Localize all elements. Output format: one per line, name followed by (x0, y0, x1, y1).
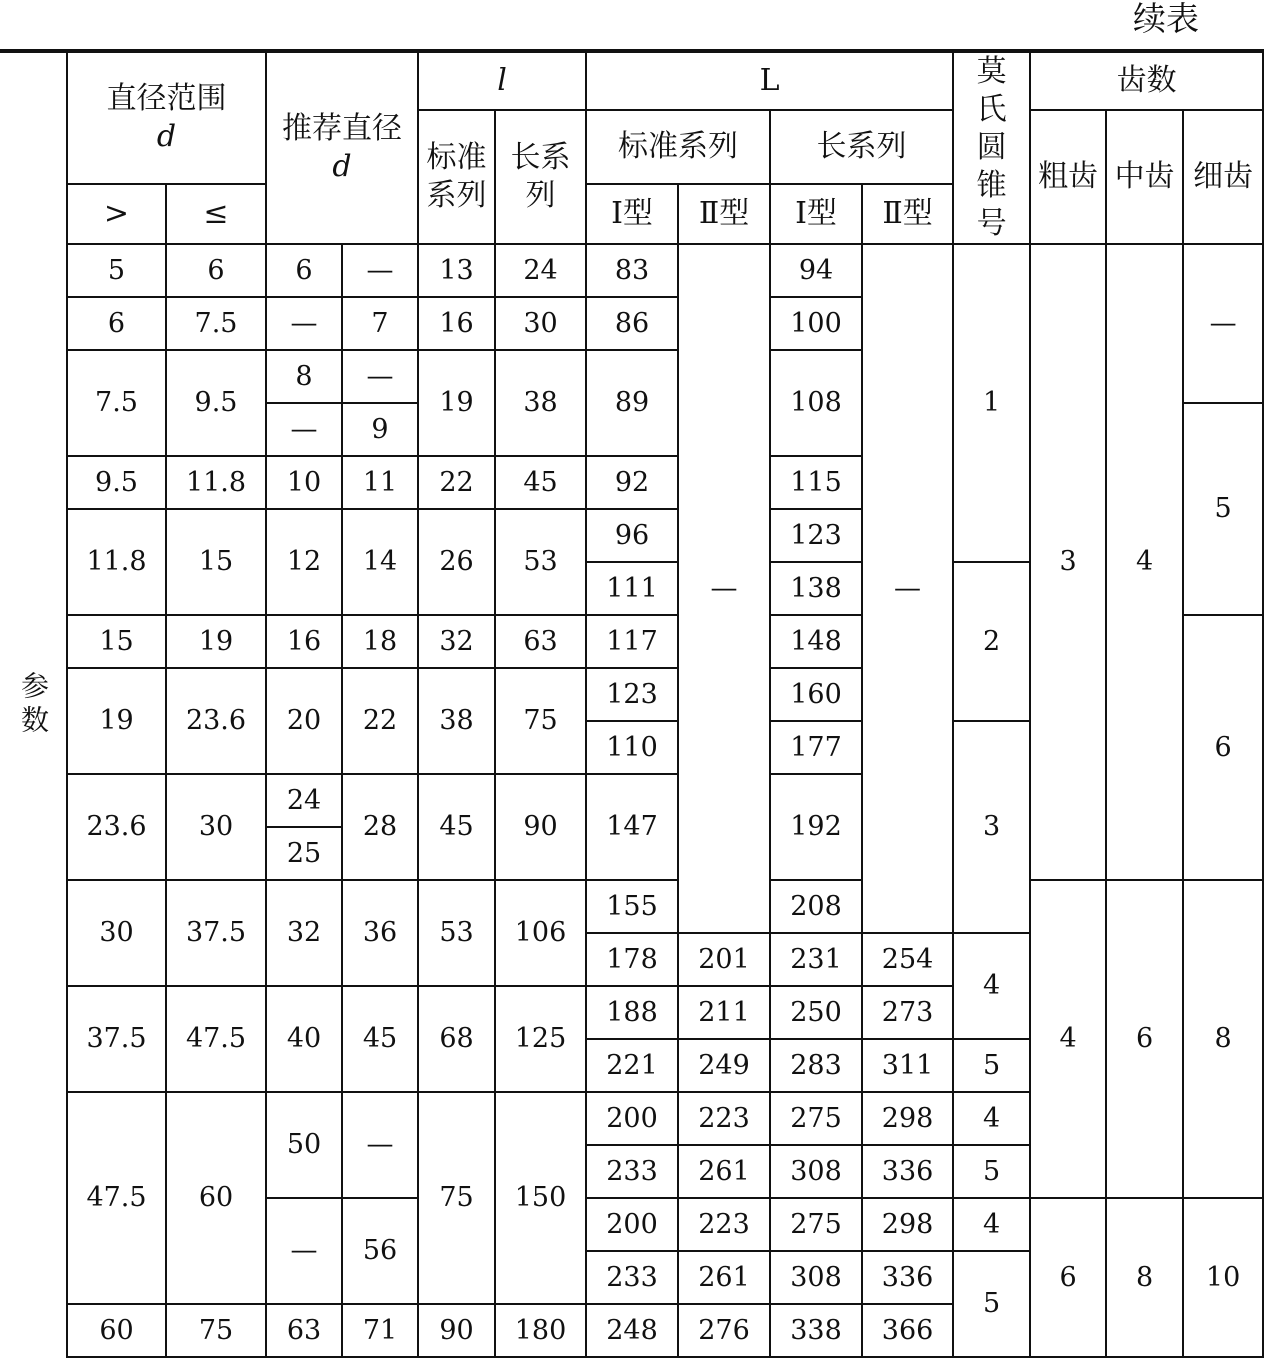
cell-rec2: 56 (342, 1198, 418, 1304)
cell-fine: 5 (1183, 403, 1263, 615)
cell-L-std-t2: 211 (678, 986, 770, 1039)
cell-le: 30 (166, 774, 266, 880)
header-medium: 中齿 (1106, 110, 1183, 244)
cell-L-long-t1: 338 (770, 1304, 862, 1357)
cell-rec1: — (266, 297, 342, 350)
cell-l-std: 38 (418, 668, 495, 774)
cell-L-std-t1: 200 (586, 1092, 678, 1145)
cell-rec1: 63 (266, 1304, 342, 1357)
cell-L-long-t1: 148 (770, 615, 862, 668)
cell-L-long-t1: 108 (770, 350, 862, 456)
cell-morse: 5 (953, 1145, 1030, 1198)
cell-L-std-t1: 92 (586, 456, 678, 509)
cell-L-long-t1: 208 (770, 880, 862, 933)
cell-L-std-t2: 201 (678, 933, 770, 986)
cell-le: 23.6 (166, 668, 266, 774)
cell-rec2: 71 (342, 1304, 418, 1357)
cell-rec1: 6 (266, 244, 342, 297)
cell-L-std-t1: 188 (586, 986, 678, 1039)
cell-L-long-t1: 94 (770, 244, 862, 297)
cell-rec2: 14 (342, 509, 418, 615)
cell-L-std-t2: 223 (678, 1092, 770, 1145)
cell-l-long: 106 (495, 880, 586, 986)
header-L-long-type1: Ⅰ型 (770, 184, 862, 244)
cell-L-std-t1: 221 (586, 1039, 678, 1092)
diameter-range-symbol: d (156, 119, 177, 154)
header-morse-taper: 莫氏圆锥号 (953, 51, 1030, 244)
header-l-standard: 标准系列 (418, 110, 495, 244)
recommended-diameter-label: 推荐直径 (282, 111, 402, 146)
header-l-long: 长系列 (495, 110, 586, 244)
cell-gt: 23.6 (67, 774, 166, 880)
cell-rec1: — (266, 403, 342, 456)
cell-rec2: 28 (342, 774, 418, 880)
cell-L-std-t1: 86 (586, 297, 678, 350)
cell-L-long-t1: 192 (770, 774, 862, 880)
cell-L-std-t1: 96 (586, 509, 678, 562)
cell-gt: 19 (67, 668, 166, 774)
cell-L-std-t1: 110 (586, 721, 678, 774)
cell-l-std: 22 (418, 456, 495, 509)
cell-L-std-t1: 89 (586, 350, 678, 456)
cell-L-long-t2: 336 (862, 1251, 953, 1304)
cell-rec2: 22 (342, 668, 418, 774)
cell-rec1: 12 (266, 509, 342, 615)
cell-morse: 4 (953, 1198, 1030, 1251)
cell-coarse: 3 (1030, 244, 1106, 880)
cell-rec1: 50 (266, 1092, 342, 1198)
cell-L-long-t1: 177 (770, 721, 862, 774)
cell-l-std: 75 (418, 1092, 495, 1304)
header-L: L (586, 51, 953, 110)
cell-L-long-t2: 273 (862, 986, 953, 1039)
cell-l-long: 53 (495, 509, 586, 615)
cell-L-long-t2: 336 (862, 1145, 953, 1198)
cell-le: 11.8 (166, 456, 266, 509)
cell-rec2: 18 (342, 615, 418, 668)
cell-l-std: 26 (418, 509, 495, 615)
diameter-range-label: 直径范围 (106, 81, 227, 116)
cell-medium: 8 (1106, 1198, 1183, 1357)
cell-fine: — (1183, 244, 1263, 403)
cell-rec1: 8 (266, 350, 342, 403)
cell-le: 37.5 (166, 880, 266, 986)
cell-L-std-t1: 248 (586, 1304, 678, 1357)
cell-rec1: 25 (266, 827, 342, 880)
cell-l-std: 19 (418, 350, 495, 456)
cell-L-long-t1: 160 (770, 668, 862, 721)
param-label: 参数 (0, 51, 67, 1357)
cell-morse: 5 (953, 1251, 1030, 1357)
cell-L-long-t2: 298 (862, 1198, 953, 1251)
header-L-standard: 标准系列 (586, 110, 770, 184)
cell-rec1: 32 (266, 880, 342, 986)
header-recommended-diameter (266, 51, 418, 244)
cell-L-std-t2: — (678, 244, 770, 933)
cell-coarse: 6 (1030, 1198, 1106, 1357)
cell-L-std-t1: 147 (586, 774, 678, 880)
cell-L-long-t1: 231 (770, 933, 862, 986)
cell-L-std-t2: 249 (678, 1039, 770, 1092)
cell-L-long-t2: 366 (862, 1304, 953, 1357)
cell-L-long-t1: 138 (770, 562, 862, 615)
cell-medium: 4 (1106, 244, 1183, 880)
cell-rec2: — (342, 1092, 418, 1198)
cell-l-std: 16 (418, 297, 495, 350)
cell-L-long-t2: 254 (862, 933, 953, 986)
header-fine: 细齿 (1183, 110, 1263, 244)
cell-L-std-t1: 83 (586, 244, 678, 297)
cell-morse: 4 (953, 1092, 1030, 1145)
cell-morse: 1 (953, 244, 1030, 562)
cell-l-std: 68 (418, 986, 495, 1092)
cell-fine: 6 (1183, 615, 1263, 880)
cell-fine: 8 (1183, 880, 1263, 1198)
header-less-equal: ≤ (166, 184, 266, 244)
cell-le: 47.5 (166, 986, 266, 1092)
cell-L-long-t1: 275 (770, 1198, 862, 1251)
cell-l-std: 32 (418, 615, 495, 668)
cell-gt: 37.5 (67, 986, 166, 1092)
cell-l-long: 38 (495, 350, 586, 456)
cell-L-std-t2: 223 (678, 1198, 770, 1251)
header-diameter-range (67, 51, 266, 184)
cell-L-std-t2: 261 (678, 1145, 770, 1198)
cell-rec1: 16 (266, 615, 342, 668)
cell-L-long-t2: 298 (862, 1092, 953, 1145)
cell-L-std-t1: 233 (586, 1145, 678, 1198)
cell-rec1: 40 (266, 986, 342, 1092)
header-teeth: 齿数 (1030, 51, 1263, 110)
cell-morse: 2 (953, 562, 1030, 721)
cell-L-std-t2: 261 (678, 1251, 770, 1304)
cell-l-std: 45 (418, 774, 495, 880)
cell-gt: 11.8 (67, 509, 166, 615)
cell-le: 75 (166, 1304, 266, 1357)
cell-l-long: 75 (495, 668, 586, 774)
cell-l-long: 90 (495, 774, 586, 880)
header-greater-than: > (67, 184, 166, 244)
cell-le: 6 (166, 244, 266, 297)
cell-L-long-t1: 123 (770, 509, 862, 562)
cell-gt: 5 (67, 244, 166, 297)
header-L-long-type2: Ⅱ型 (862, 184, 953, 244)
cell-medium: 6 (1106, 880, 1183, 1198)
cell-L-long-t1: 250 (770, 986, 862, 1039)
table-caption: 续表 (1133, 0, 1199, 38)
cell-L-std-t1: 178 (586, 933, 678, 986)
cell-le: 9.5 (166, 350, 266, 456)
cell-le: 19 (166, 615, 266, 668)
cell-L-std-t1: 155 (586, 880, 678, 933)
cell-rec2: 45 (342, 986, 418, 1092)
cell-le: 15 (166, 509, 266, 615)
cell-le: 7.5 (166, 297, 266, 350)
header-L-long: 长系列 (770, 110, 953, 184)
cell-rec2: 7 (342, 297, 418, 350)
cell-L-long-t1: 308 (770, 1145, 862, 1198)
cell-L-long-t1: 100 (770, 297, 862, 350)
cell-le: 60 (166, 1092, 266, 1304)
cell-fine: 10 (1183, 1198, 1263, 1357)
cell-l-long: 180 (495, 1304, 586, 1357)
header-l: l (418, 51, 586, 110)
cell-L-long-t1: 283 (770, 1039, 862, 1092)
cell-coarse: 4 (1030, 880, 1106, 1198)
cell-L-std-t1: 233 (586, 1251, 678, 1304)
cell-l-std: 13 (418, 244, 495, 297)
cell-rec2: — (342, 350, 418, 403)
header-L-std-type2: Ⅱ型 (678, 184, 770, 244)
cell-l-long: 24 (495, 244, 586, 297)
cell-rec2: 11 (342, 456, 418, 509)
cell-rec2: — (342, 244, 418, 297)
cell-rec1: 10 (266, 456, 342, 509)
cell-l-long: 30 (495, 297, 586, 350)
cell-rec1: 20 (266, 668, 342, 774)
cell-L-std-t2: 276 (678, 1304, 770, 1357)
cell-rec1: 24 (266, 774, 342, 827)
cell-L-long-t2: — (862, 244, 953, 933)
cell-rec2: 36 (342, 880, 418, 986)
cell-l-long: 125 (495, 986, 586, 1092)
cell-L-long-t1: 115 (770, 456, 862, 509)
cell-L-std-t1: 123 (586, 668, 678, 721)
parameter-table (0, 49, 1264, 1358)
cell-gt: 15 (67, 615, 166, 668)
cell-rec1: — (266, 1198, 342, 1304)
header-coarse: 粗齿 (1030, 110, 1106, 244)
cell-l-long: 63 (495, 615, 586, 668)
cell-gt: 9.5 (67, 456, 166, 509)
cell-L-long-t2: 311 (862, 1039, 953, 1092)
cell-L-std-t1: 117 (586, 615, 678, 668)
cell-gt: 6 (67, 297, 166, 350)
cell-l-std: 90 (418, 1304, 495, 1357)
cell-gt: 60 (67, 1304, 166, 1357)
cell-l-std: 53 (418, 880, 495, 986)
cell-L-long-t1: 275 (770, 1092, 862, 1145)
cell-morse: 4 (953, 933, 1030, 1039)
parameter-table-wrapper (0, 49, 1264, 1358)
cell-morse: 5 (953, 1039, 1030, 1092)
recommended-diameter-symbol: d (332, 149, 352, 184)
cell-gt: 30 (67, 880, 166, 986)
cell-l-long: 45 (495, 456, 586, 509)
cell-rec2: 9 (342, 403, 418, 456)
cell-L-std-t1: 111 (586, 562, 678, 615)
header-L-std-type1: Ⅰ型 (586, 184, 678, 244)
cell-gt: 7.5 (67, 350, 166, 456)
cell-gt: 47.5 (67, 1092, 166, 1304)
cell-morse: 3 (953, 721, 1030, 933)
cell-L-long-t1: 308 (770, 1251, 862, 1304)
cell-l-long: 150 (495, 1092, 586, 1304)
cell-L-std-t1: 200 (586, 1198, 678, 1251)
